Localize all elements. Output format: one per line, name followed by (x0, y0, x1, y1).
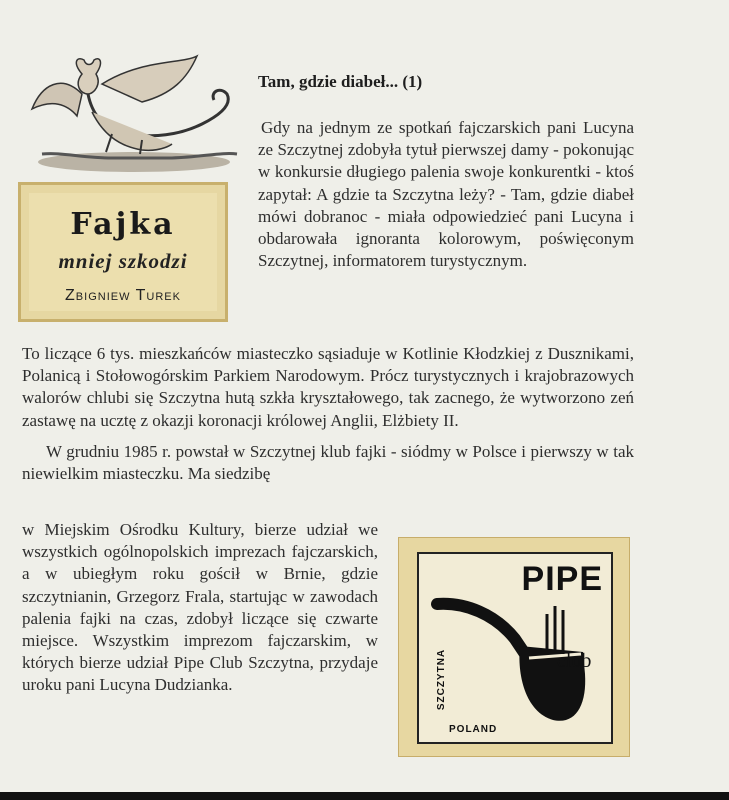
book-subtitle: mniej szkodzi (58, 249, 188, 273)
logo-pipe-label: PIPE (521, 560, 603, 598)
logo-club-label: club (557, 650, 592, 672)
author-name: Zbigniew Turek (65, 287, 181, 304)
logo-country-label: POLAND (449, 724, 498, 735)
dragon-illustration (22, 54, 250, 176)
logo-side-label: SZCZYTNA (436, 648, 448, 711)
article-heading: Tam, gdzie diabeł... (1) (258, 72, 423, 91)
pipe-club-logo-box (398, 537, 630, 757)
paragraph-3: W grudniu 1985 r. powstał w Szczytnej klub fajki - siódmy w Polsce i pierwszy w tak niewielkim miasteczku. Ma siedzibę (22, 442, 634, 484)
book-title: Fajka (70, 207, 176, 242)
paragraph-4: w Miejskim Ośrodku Kultury, bierze udział we wszystkich ogólnopolskich imprezach fajczarskich, a w ubiegłym roku gościł w Brnie, gdzie szczytnianin, Grzegorz Frala, startując w zawodach palenia fajki na czas, zdobył liczące się czwarte miejsce. Wszystkim imprezom fajczarskim, w których bierze udział Pipe Club Szczytna, przydaje uroku pani Lucyna Dudzianka. (22, 520, 378, 695)
title-box (18, 182, 228, 322)
pipe-club-logo (417, 552, 613, 744)
paragraph-2: To liczące 6 tys. mieszkańców miasteczko sąsiaduje w Kotlinie Kłodzkiej z Dusznikami, Polanicą i Stołowogórskim Parkiem Narodowym. Prócz turystycznych i krajobrazowych walorów chlubi się Szczytna hutą szkła kryształowego, tak zacnego, że wytworzono zeń zastawę na ucztę z okazji koronacji królowej Anglii, Elżbiety II. (22, 344, 634, 430)
scan-bottom-edge (0, 792, 729, 800)
paragraph-1: Gdy na jednym ze spotkań fajczarskich pani Lucyna ze Szczytnej zdobyła tytuł pierwszej damy - pokonując w konkursie długiego palenia swoje konkurentki - ktoś zapytał: A gdzie ta Szczytna leży? - Tam, gdzie diabeł mówi dobranoc - miała odpowiedzieć pani Lucyna i obdarowała ignoranta kolorowym, poświęconym Szczytnej, informatorem turystycznym. (258, 118, 634, 271)
